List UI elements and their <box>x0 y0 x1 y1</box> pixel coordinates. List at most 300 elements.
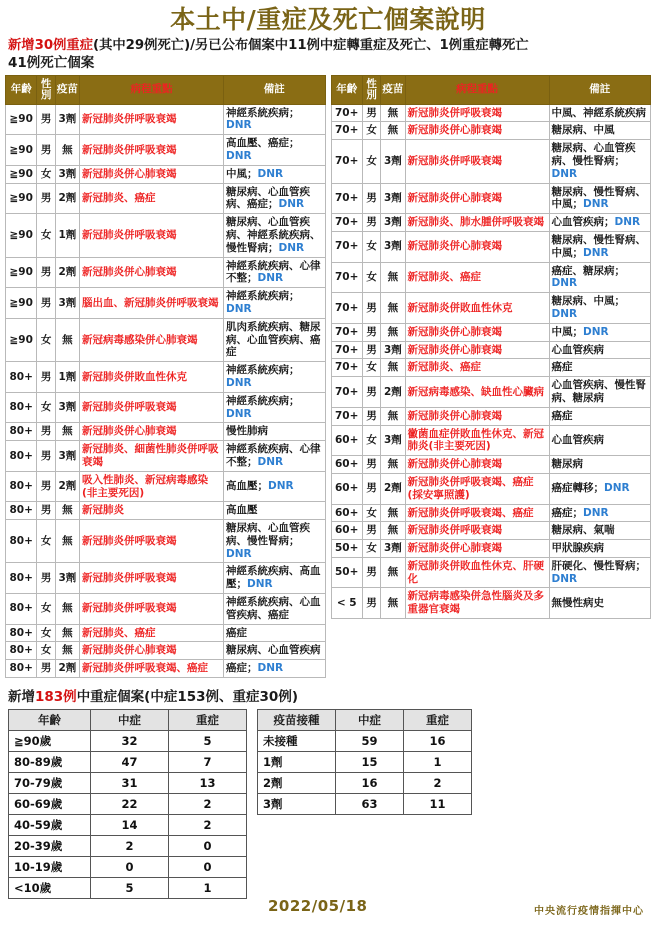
cell-course: 新冠肺炎併呼吸衰竭 <box>80 392 224 423</box>
cell-course: 新冠肺炎、癌症 <box>405 359 549 377</box>
cell-note: 甲狀腺疾病 <box>549 540 650 558</box>
cell-age: < 5 <box>331 588 362 619</box>
cell-sex: 男 <box>362 522 380 540</box>
cell-label: <10歲 <box>9 878 91 899</box>
cell-moderate: 14 <box>91 815 169 836</box>
column-header-vaccination: 疫苗接種 <box>258 710 336 731</box>
column-header-course: 病程重點 <box>405 75 549 104</box>
cell-note: 癌症；DNR <box>549 504 650 522</box>
cell-age: 70+ <box>331 262 362 293</box>
cell-label: ≧90歲 <box>9 731 91 752</box>
cell-sex: 男 <box>362 473 380 504</box>
table-row <box>6 471 326 502</box>
cell-note: 心血管疾病 <box>549 341 650 359</box>
cell-vaccine: 3劑 <box>55 563 79 594</box>
cell-vaccine: 無 <box>381 323 405 341</box>
cell-vaccine: 無 <box>381 504 405 522</box>
column-header-severe: 重症 <box>404 710 472 731</box>
cell-sex: 男 <box>362 557 380 588</box>
cell-course: 新冠肺炎併呼吸衰竭 <box>80 520 224 563</box>
cell-sex: 男 <box>37 362 55 393</box>
table-row <box>9 752 247 773</box>
cell-sex: 男 <box>37 288 55 319</box>
cell-severe: 2 <box>404 773 472 794</box>
cell-label: 70-79歲 <box>9 773 91 794</box>
cell-vaccine: 無 <box>381 293 405 324</box>
cell-note: 高血壓；DNR <box>224 471 325 502</box>
cell-course: 新冠肺炎、肺水腫併呼吸衰竭 <box>405 214 549 232</box>
cell-course: 新冠肺炎併呼吸衰竭 <box>405 140 549 183</box>
cell-age: ≧90 <box>6 135 37 166</box>
cell-vaccine: 無 <box>55 624 79 642</box>
cell-label: 60-69歲 <box>9 794 91 815</box>
dnr-marker: DNR <box>551 307 578 320</box>
deaths-count-text: 41例死亡個案 <box>8 55 95 72</box>
cell-note: 癌症 <box>224 624 325 642</box>
cell-course: 新冠肺炎併心肺衰竭 <box>80 642 224 660</box>
table-row <box>6 104 326 135</box>
table-row <box>6 318 326 361</box>
cell-note: 糖尿病、慢性腎病、中風；DNR <box>549 183 650 214</box>
cell-note: 糖尿病、心血管疾病、癌症；DNR <box>224 183 325 214</box>
cell-age: 70+ <box>331 293 362 324</box>
column-header-note: 備註 <box>549 75 650 104</box>
cell-note: 神經系統疾病；DNR <box>224 104 325 135</box>
table-row <box>6 624 326 642</box>
cell-note: 心血管疾病、慢性腎病、糖尿病 <box>549 377 650 408</box>
death-cases-table-left <box>5 75 326 679</box>
cell-label: 80-89歲 <box>9 752 91 773</box>
cell-course: 新冠肺炎併呼吸衰竭 <box>405 522 549 540</box>
vaccine-summary-body <box>258 731 472 815</box>
cell-age: 70+ <box>331 377 362 408</box>
table-row <box>331 473 651 504</box>
table-row <box>9 794 247 815</box>
table-row <box>331 214 651 232</box>
column-header-moderate: 中症 <box>91 710 169 731</box>
table-header-row <box>331 75 651 104</box>
table-row <box>331 104 651 122</box>
cell-sex: 女 <box>37 214 55 257</box>
dnr-marker: DNR <box>614 216 641 229</box>
table-row <box>9 857 247 878</box>
dnr-marker: DNR <box>257 662 284 675</box>
column-header-course: 病程重點 <box>80 75 224 104</box>
cell-moderate: 15 <box>336 752 404 773</box>
cell-vaccine: 3劑 <box>381 231 405 262</box>
cell-note: 無慢性病史 <box>549 588 650 619</box>
cell-note: 糖尿病、中風 <box>549 122 650 140</box>
cell-vaccine: 無 <box>55 135 79 166</box>
cell-vaccine: 無 <box>381 522 405 540</box>
cell-label: 20-39歲 <box>9 836 91 857</box>
table-row <box>331 293 651 324</box>
cell-label: 40-59歲 <box>9 815 91 836</box>
column-header-moderate: 中症 <box>336 710 404 731</box>
cell-sex: 女 <box>37 594 55 625</box>
table-header-row <box>9 710 247 731</box>
cell-age: 80+ <box>6 660 37 678</box>
cell-age: ≧90 <box>6 165 37 183</box>
cell-note: 癌症 <box>549 359 650 377</box>
cell-age: 80+ <box>6 624 37 642</box>
cell-sex: 女 <box>37 165 55 183</box>
cell-course: 新冠肺炎併呼吸衰竭 <box>80 563 224 594</box>
cell-sex: 女 <box>362 231 380 262</box>
cell-note: 神經系統疾病、心律不整；DNR <box>224 257 325 288</box>
column-header-sex: 性別 <box>362 75 380 104</box>
cell-sex: 女 <box>362 122 380 140</box>
cell-course: 黴菌血症併敗血性休克、新冠肺炎(非主要死因) <box>405 425 549 456</box>
cell-age: 60+ <box>331 456 362 474</box>
cell-vaccine: 3劑 <box>55 441 79 472</box>
cell-age: 60+ <box>331 425 362 456</box>
cell-note: 癌症、糖尿病；DNR <box>549 262 650 293</box>
cell-sex: 女 <box>362 359 380 377</box>
cell-course: 新冠肺炎併呼吸衰竭、癌症(採安寧照護) <box>405 473 549 504</box>
dnr-marker: DNR <box>257 167 284 180</box>
table-row <box>9 773 247 794</box>
table-row <box>6 660 326 678</box>
cell-note: 肌肉系統疾病、糖尿病、心血管疾病、癌症 <box>224 318 325 361</box>
cell-vaccine: 3劑 <box>55 392 79 423</box>
page-title <box>0 0 656 35</box>
dnr-marker: DNR <box>551 572 578 585</box>
cell-course: 新冠肺炎併心肺衰竭 <box>405 122 549 140</box>
table-row <box>9 836 247 857</box>
dnr-marker: DNR <box>226 547 252 560</box>
table-row <box>331 183 651 214</box>
cell-moderate: 32 <box>91 731 169 752</box>
cell-vaccine: 無 <box>381 588 405 619</box>
dnr-marker: DNR <box>551 167 578 180</box>
cell-age: 70+ <box>331 359 362 377</box>
cell-vaccine: 3劑 <box>55 104 79 135</box>
cell-sex: 男 <box>37 183 55 214</box>
cell-sex: 男 <box>37 135 55 166</box>
table-row <box>9 815 247 836</box>
dnr-marker: DNR <box>583 246 609 259</box>
cell-severe: 2 <box>169 815 247 836</box>
cell-label: 未接種 <box>258 731 336 752</box>
cell-course: 新冠肺炎併心肺衰竭 <box>80 165 224 183</box>
subtitle-highlight: 新增30例重症 <box>8 37 93 53</box>
cell-age: ≧90 <box>6 214 37 257</box>
summary-heading-highlight: 183例 <box>35 689 77 706</box>
cell-vaccine: 2劑 <box>55 471 79 502</box>
table-row <box>331 323 651 341</box>
cell-label: 3劑 <box>258 794 336 815</box>
cell-sex: 女 <box>37 392 55 423</box>
dnr-marker: DNR <box>257 455 284 468</box>
cell-note: 神經系統疾病、心血管疾病、癌症 <box>224 594 325 625</box>
cell-vaccine: 無 <box>55 502 79 520</box>
cell-severe: 1 <box>404 752 472 773</box>
cell-age: 70+ <box>331 407 362 425</box>
cell-age: ≧90 <box>6 257 37 288</box>
column-header-severe: 重症 <box>169 710 247 731</box>
table-row <box>6 423 326 441</box>
cell-age: 70+ <box>331 122 362 140</box>
cell-vaccine: 2劑 <box>55 257 79 288</box>
cell-age: 70+ <box>331 183 362 214</box>
case-tables-container <box>0 75 656 679</box>
column-header-age: 年齡 <box>6 75 37 104</box>
table-row <box>331 262 651 293</box>
table-row <box>6 257 326 288</box>
report-date: 2022/05/18 <box>268 897 368 915</box>
cell-vaccine: 2劑 <box>55 183 79 214</box>
cell-age: ≧90 <box>6 183 37 214</box>
cell-course: 新冠肺炎併呼吸衰竭、癌症 <box>405 504 549 522</box>
cell-course: 新冠肺炎、癌症 <box>80 183 224 214</box>
cell-age: 80+ <box>6 362 37 393</box>
table-row <box>331 341 651 359</box>
cell-course: 新冠病毒感染、缺血性心臟病 <box>405 377 549 408</box>
cell-age: 50+ <box>331 540 362 558</box>
cell-sex: 男 <box>362 341 380 359</box>
cell-sex: 女 <box>37 318 55 361</box>
cell-vaccine: 無 <box>381 557 405 588</box>
cell-sex: 女 <box>362 504 380 522</box>
age-summary-table <box>8 709 247 899</box>
cell-course: 新冠肺炎併心肺衰竭 <box>405 231 549 262</box>
cell-course: 新冠肺炎併心肺衰竭 <box>405 407 549 425</box>
cell-vaccine: 2劑 <box>381 473 405 504</box>
table-row <box>6 165 326 183</box>
table-row <box>258 731 472 752</box>
cell-course: 新冠病毒感染併心肺衰竭 <box>80 318 224 361</box>
cell-note: 糖尿病、中風；DNR <box>549 293 650 324</box>
cell-note: 中風；DNR <box>224 165 325 183</box>
cell-course: 新冠肺炎併敗血性休克 <box>405 293 549 324</box>
cell-severe: 7 <box>169 752 247 773</box>
cell-age: 80+ <box>6 594 37 625</box>
cell-note: 糖尿病 <box>549 456 650 474</box>
table-row <box>331 377 651 408</box>
cell-age: 80+ <box>6 471 37 502</box>
cell-label: 1劑 <box>258 752 336 773</box>
cell-vaccine: 3劑 <box>55 165 79 183</box>
table-row <box>331 557 651 588</box>
cell-age: 80+ <box>6 642 37 660</box>
subtitle <box>0 35 656 55</box>
cell-course: 新冠肺炎、細菌性肺炎併呼吸衰竭 <box>80 441 224 472</box>
cell-vaccine: 無 <box>381 122 405 140</box>
cell-vaccine: 3劑 <box>381 183 405 214</box>
table-row <box>258 773 472 794</box>
table-row <box>258 752 472 773</box>
cell-course: 新冠肺炎併呼吸衰竭 <box>80 214 224 257</box>
cell-moderate: 0 <box>91 857 169 878</box>
cell-note: 神經系統疾病；DNR <box>224 362 325 393</box>
table-row <box>331 122 651 140</box>
table-row <box>9 731 247 752</box>
table-row <box>331 231 651 262</box>
cell-moderate: 63 <box>336 794 404 815</box>
cell-vaccine: 無 <box>55 594 79 625</box>
dnr-marker: DNR <box>551 277 578 290</box>
cell-sex: 男 <box>362 377 380 408</box>
cell-age: 70+ <box>331 231 362 262</box>
cell-vaccine: 無 <box>55 318 79 361</box>
cell-note: 糖尿病、心血管疾病、慢性腎病；DNR <box>549 140 650 183</box>
cell-note: 中風、神經系統疾病 <box>549 104 650 122</box>
cell-label: 10-19歲 <box>9 857 91 878</box>
cell-note: 神經系統疾病；DNR <box>224 288 325 319</box>
table-row <box>331 425 651 456</box>
cell-sex: 男 <box>37 104 55 135</box>
cell-age: 80+ <box>6 563 37 594</box>
table-row <box>6 563 326 594</box>
cell-age: 80+ <box>6 423 37 441</box>
dnr-marker: DNR <box>268 480 294 493</box>
cell-age: 80+ <box>6 520 37 563</box>
dnr-marker: DNR <box>604 482 630 495</box>
cell-sex: 男 <box>362 104 380 122</box>
dnr-marker: DNR <box>226 407 252 420</box>
table-header-row <box>258 710 472 731</box>
cell-course: 新冠肺炎併呼吸衰竭 <box>80 104 224 135</box>
cell-sex: 女 <box>37 520 55 563</box>
cell-course: 新冠肺炎併呼吸衰竭 <box>405 104 549 122</box>
cell-note: 癌症 <box>549 407 650 425</box>
deaths-count-label <box>0 54 656 74</box>
cell-vaccine: 無 <box>381 359 405 377</box>
cell-vaccine: 3劑 <box>381 140 405 183</box>
cell-vaccine: 無 <box>55 423 79 441</box>
cell-course: 新冠肺炎併心肺衰竭 <box>405 183 549 214</box>
cell-note: 中風；DNR <box>549 323 650 341</box>
dnr-marker: DNR <box>226 302 252 315</box>
cell-vaccine: 1劑 <box>55 362 79 393</box>
cell-vaccine: 2劑 <box>381 377 405 408</box>
cell-age: ≧90 <box>6 318 37 361</box>
cell-note: 心血管疾病；DNR <box>549 214 650 232</box>
table-row <box>6 520 326 563</box>
cell-course: 新冠肺炎、癌症 <box>80 624 224 642</box>
summary-tables-container <box>0 709 656 899</box>
cell-vaccine: 無 <box>381 407 405 425</box>
cell-age: ≧90 <box>6 288 37 319</box>
summary-heading-prefix: 新增 <box>8 689 35 706</box>
cell-vaccine: 3劑 <box>381 540 405 558</box>
table-row <box>331 522 651 540</box>
page-title-text: 本土中/重症及死亡個案說明 <box>170 5 486 34</box>
cell-label: 2劑 <box>258 773 336 794</box>
cell-sex: 男 <box>37 471 55 502</box>
cell-course: 新冠肺炎併敗血性休克、肝硬化 <box>405 557 549 588</box>
summary-heading <box>0 678 656 709</box>
dnr-marker: DNR <box>247 578 273 591</box>
cell-severe: 0 <box>169 857 247 878</box>
subtitle-rest: (其中29例死亡)/另已公布個案中11例中症轉重症及死亡、1例重症轉死亡 <box>93 37 529 53</box>
footer <box>0 895 656 921</box>
cell-sex: 男 <box>37 563 55 594</box>
cell-sex: 男 <box>37 257 55 288</box>
cell-sex: 男 <box>362 293 380 324</box>
cell-sex: 女 <box>362 540 380 558</box>
cell-course: 新冠肺炎併心肺衰竭 <box>405 341 549 359</box>
cell-moderate: 59 <box>336 731 404 752</box>
cell-sex: 男 <box>362 183 380 214</box>
cell-sex: 男 <box>362 323 380 341</box>
right-table-body <box>331 104 651 619</box>
table-row <box>331 140 651 183</box>
table-row <box>6 288 326 319</box>
cell-note: 癌症轉移；DNR <box>549 473 650 504</box>
cell-moderate: 2 <box>91 836 169 857</box>
dnr-marker: DNR <box>278 241 305 254</box>
cell-severe: 5 <box>169 731 247 752</box>
cell-vaccine: 1劑 <box>55 214 79 257</box>
cell-sex: 男 <box>362 407 380 425</box>
cell-note: 高血壓、癌症；DNR <box>224 135 325 166</box>
table-row <box>6 642 326 660</box>
cell-vaccine: 3劑 <box>381 214 405 232</box>
cell-sex: 男 <box>37 441 55 472</box>
cell-sex: 女 <box>362 140 380 183</box>
cell-moderate: 5 <box>91 878 169 899</box>
cell-note: 糖尿病、心血管疾病、慢性腎病；DNR <box>224 520 325 563</box>
cell-age: 80+ <box>6 392 37 423</box>
cell-course: 新冠病毒感染併急性腦炎及多重器官衰竭 <box>405 588 549 619</box>
cell-age: ≧90 <box>6 104 37 135</box>
cell-vaccine: 無 <box>381 456 405 474</box>
cell-moderate: 31 <box>91 773 169 794</box>
cell-vaccine: 無 <box>381 262 405 293</box>
cell-age: 50+ <box>331 557 362 588</box>
death-cases-table-right <box>331 75 652 620</box>
table-row <box>6 392 326 423</box>
cell-vaccine: 3劑 <box>381 425 405 456</box>
cell-sex: 女 <box>37 642 55 660</box>
table-row <box>331 504 651 522</box>
cell-moderate: 47 <box>91 752 169 773</box>
cell-note: 高血壓 <box>224 502 325 520</box>
cell-vaccine: 無 <box>55 642 79 660</box>
cell-note: 糖尿病、慢性腎病、中風；DNR <box>549 231 650 262</box>
column-header-age: 年齡 <box>331 75 362 104</box>
column-header-vaccine: 疫苗 <box>55 75 79 104</box>
cell-course: 吸入性肺炎、新冠病毒感染(非主要死因) <box>80 471 224 502</box>
cell-sex: 男 <box>362 456 380 474</box>
table-row <box>258 794 472 815</box>
table-row <box>6 214 326 257</box>
cell-severe: 16 <box>404 731 472 752</box>
dnr-marker: DNR <box>583 506 609 519</box>
dnr-marker: DNR <box>226 149 252 162</box>
cell-age: 60+ <box>331 522 362 540</box>
table-header-row <box>6 75 326 104</box>
table-row <box>331 588 651 619</box>
cell-age: 60+ <box>331 504 362 522</box>
table-row <box>331 407 651 425</box>
cell-moderate: 22 <box>91 794 169 815</box>
cell-course: 新冠肺炎併心肺衰竭 <box>405 323 549 341</box>
cell-age: 80+ <box>6 441 37 472</box>
cell-age: 60+ <box>331 473 362 504</box>
cell-course: 新冠肺炎併心肺衰竭 <box>405 540 549 558</box>
cell-vaccine: 無 <box>55 520 79 563</box>
cell-sex: 男 <box>37 502 55 520</box>
cell-vaccine: 3劑 <box>381 341 405 359</box>
cell-age: 80+ <box>6 502 37 520</box>
table-row <box>6 502 326 520</box>
table-row <box>6 594 326 625</box>
cell-vaccine: 2劑 <box>55 660 79 678</box>
vaccine-summary-table <box>257 709 472 815</box>
